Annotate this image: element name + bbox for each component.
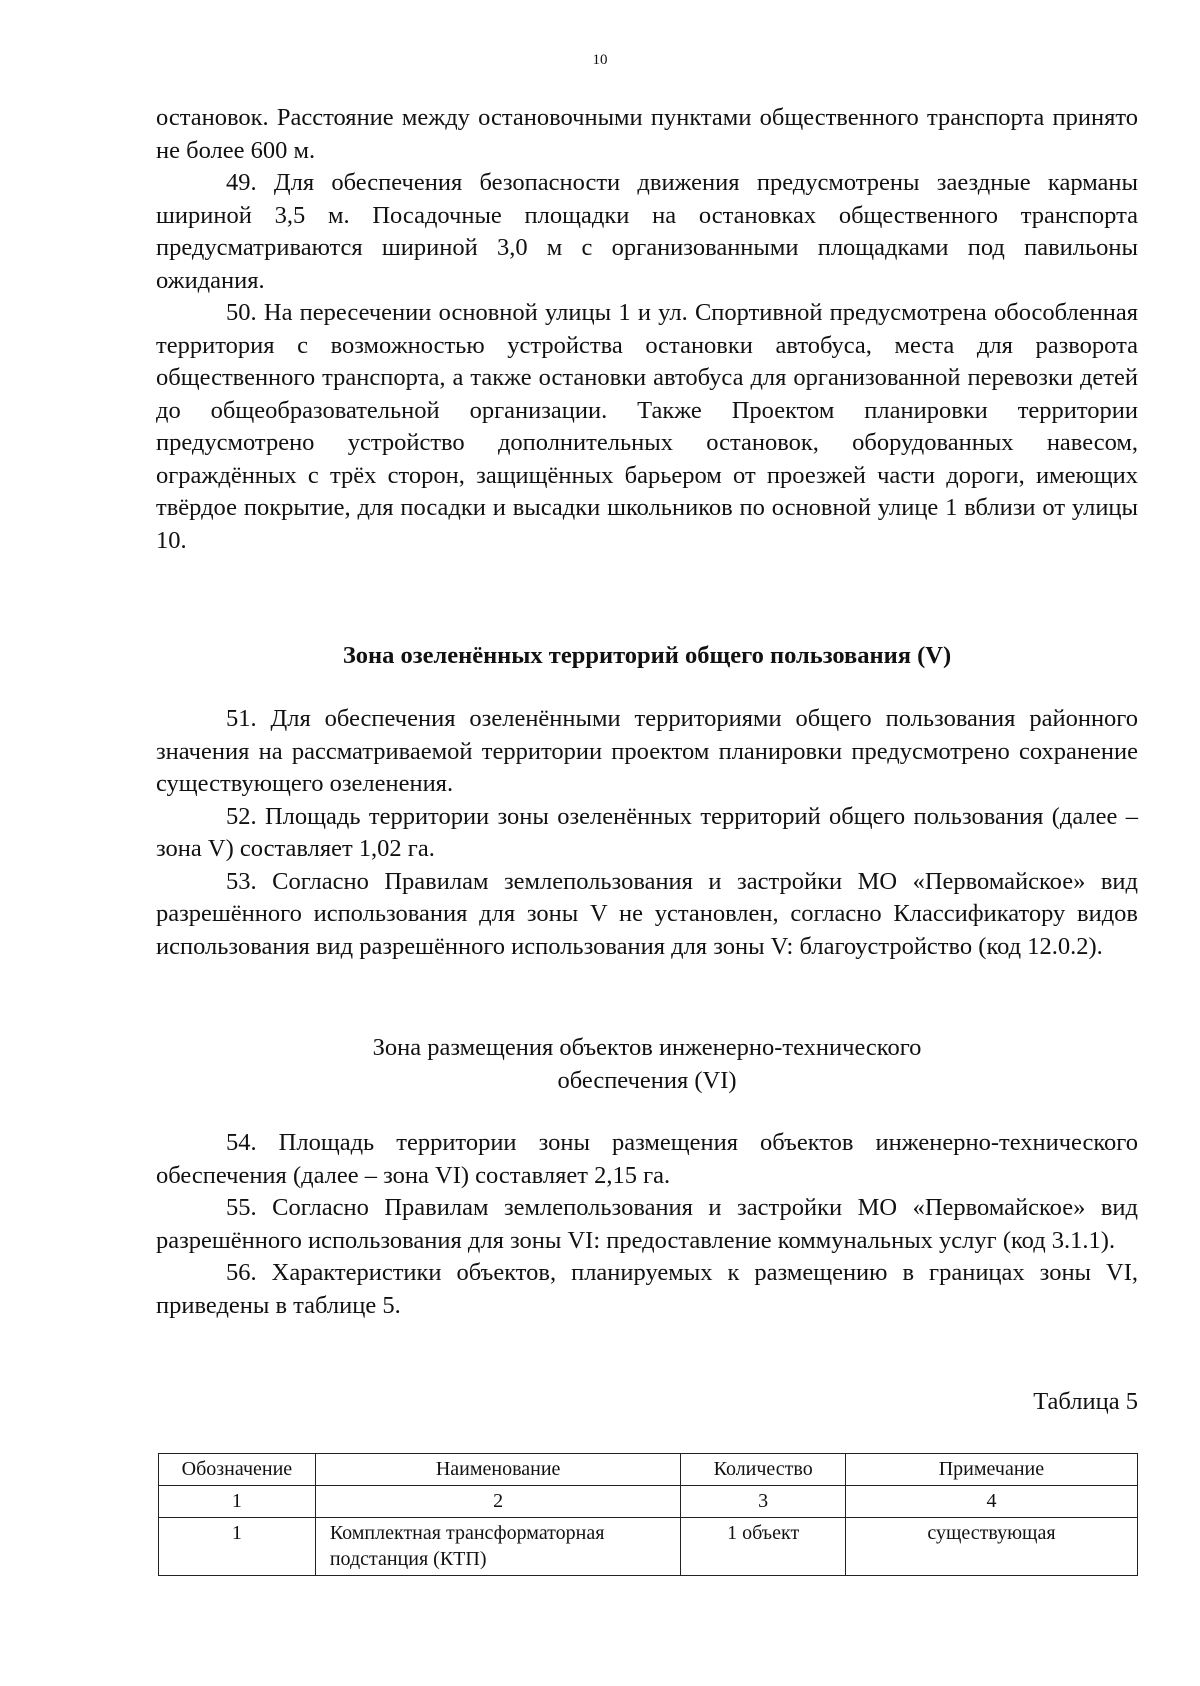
numbering-cell: 1 <box>159 1486 316 1518</box>
paragraph-52: 52. Площадь территории зоны озеленённых территорий общего пользования (далее – зона V) составляет 1,02 га. <box>156 802 1138 862</box>
cell-name: Комплектная трансформаторная подстанция (КТП) <box>315 1518 681 1576</box>
paragraph-stops-distance: остановок. Расстояние между остановочными пунктами общественного транспорта принято не более 600 м. <box>156 104 1138 164</box>
header-note: Примечание <box>845 1454 1137 1486</box>
paragraph-51: 51. Для обеспечения озеленёнными территориями общего пользования районного значения на рассматриваемой территории проектом планировки предусмотрено сохранение существующего озеленения. <box>156 705 1138 797</box>
numbering-cell: 2 <box>315 1486 681 1518</box>
table-row <box>159 1518 1138 1576</box>
paragraph-55: 55. Согласно Правилам землепользования и застройки МО «Первомайское» вид разрешённого использования для зоны VI: предоставление коммунальных услуг (код 3.1.1). <box>156 1194 1138 1254</box>
text-block-stops <box>156 102 1138 557</box>
paragraph-53: 53. Согласно Правилам землепользования и застройки МО «Первомайское» вид разрешённого использования для зоны V не установлен, согласно Классификатору видов использования вид разрешённого использования для зоны V: благоустройство (код 12.0.2). <box>156 867 1138 960</box>
cell-designation: 1 <box>159 1518 316 1576</box>
cell-quantity: 1 объект <box>681 1518 845 1576</box>
paragraph-54: 54. Площадь территории зоны размещения объектов инженерно-технического обеспечения (далее – зона VI) составляет 2,15 га. <box>156 1129 1138 1189</box>
header-designation: Обозначение <box>159 1454 316 1486</box>
page-number: 10 <box>592 52 608 68</box>
paragraph-50: 50. На пересечении основной улицы 1 и ул. Спортивной предусмотрена обособленная территория с возможностью устройства остановки автобуса, места для разворота общественного транспорта, а также остановки автобуса для организованной перевозки детей до общеобразовательной организации. Также Проектом планировки территории предусмотрено устройство дополнительных остановок, оборудованных навесом, ограждённых с трёх сторон, защищённых барьером от проезжей части дороги, имеющих твёрдое покрытие, для посадки и высадки школьников по основной улице 1 вблизи от улицы 10. <box>156 299 1138 554</box>
heading-zone-vi-line2: обеспечения (VI) <box>557 1066 737 1094</box>
paragraph-49: 49. Для обеспечения безопасности движения предусмотрены заездные карманы шириной 3,5 м. Посадочные площадки на остановках общественного транспорта предусматриваются шириной 3,0 м с организованными площадками под павильоны ожидания. <box>156 169 1138 294</box>
header-quantity: Количество <box>681 1454 845 1486</box>
cell-note: существующая <box>845 1518 1137 1576</box>
heading-zone-v: Зона озеленённых территорий общего пользования (V) <box>342 642 952 669</box>
paragraph-56: 56. Характеристики объектов, планируемых к размещению в границах зоны VI, приведены в таблице 5. <box>156 1259 1138 1319</box>
table-numbering-row <box>159 1486 1138 1518</box>
text-block-zone-vi <box>156 1127 1138 1322</box>
heading-zone-vi <box>156 1032 1138 1097</box>
heading-zone-vi-line1: Зона размещения объектов инженерно-технического <box>372 1034 922 1061</box>
header-name: Наименование <box>315 1454 681 1486</box>
text-block-zone-v <box>156 703 1138 963</box>
numbering-cell: 4 <box>845 1486 1137 1518</box>
table-caption: Таблица 5 <box>1033 1388 1138 1415</box>
table-header-row <box>159 1454 1138 1486</box>
table-5 <box>158 1453 1138 1576</box>
numbering-cell: 3 <box>681 1486 845 1518</box>
